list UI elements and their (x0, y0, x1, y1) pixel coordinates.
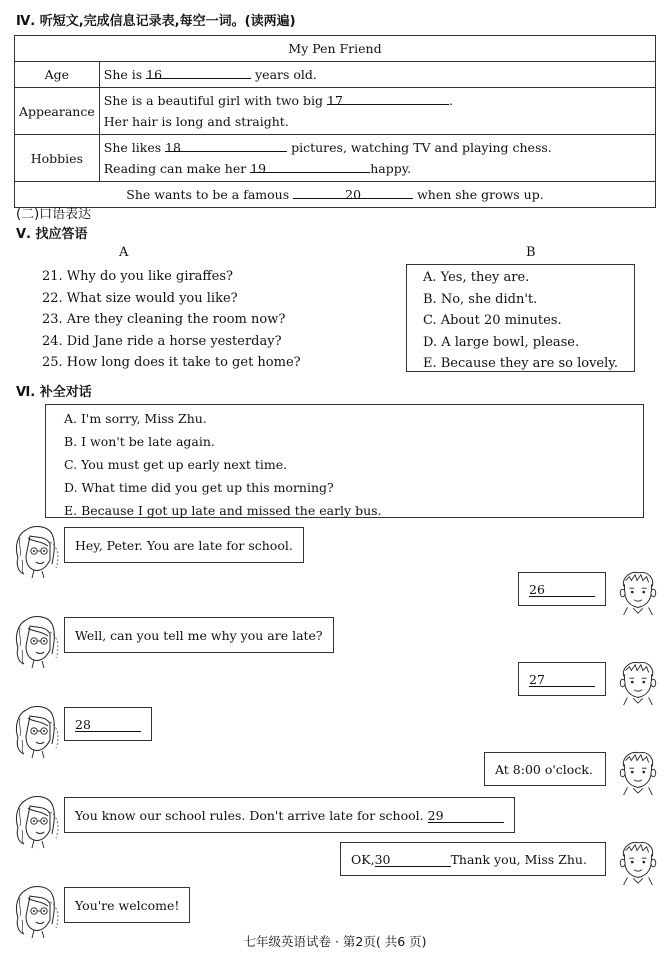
text-part: years old. (251, 67, 317, 82)
dialogue-option: C. You must get up early next time. (64, 457, 288, 472)
answer-box (406, 264, 635, 372)
text-part: happy. (370, 161, 412, 176)
table-heading: My Pen Friend (15, 36, 656, 62)
dialogue-option: E. Because I got up late and missed the early bus. (64, 503, 382, 518)
blank-number: 28 (75, 716, 91, 732)
text-part: She wants to be a famous (126, 187, 294, 202)
blank-number: 17 (327, 93, 343, 108)
speech-bubble-teacher: Well, can you tell me why you are late? (64, 617, 334, 653)
blank-number: 19 (250, 161, 267, 176)
row-content (99, 62, 655, 88)
teacher-avatar (12, 524, 62, 580)
info-table-wrapper (14, 35, 656, 208)
blank-number: 26 (529, 581, 545, 597)
table-row (15, 88, 656, 135)
speech-bubble-peter (518, 662, 606, 696)
options-box (45, 404, 644, 518)
table-footer (15, 182, 656, 208)
blank-number: 20 (345, 187, 362, 202)
teacher-avatar (12, 704, 62, 760)
answer-option: A. Yes, they are. (423, 270, 530, 285)
answer-blank-29[interactable] (428, 808, 504, 823)
row-content (99, 135, 655, 182)
answer-option: C. About 20 minutes. (423, 313, 562, 328)
answer-option: B. No, she didn't. (423, 291, 538, 307)
teacher-avatar (12, 794, 62, 850)
text-part: . (449, 93, 454, 108)
blank-number: 16 (146, 67, 163, 82)
speech-bubble-teacher (64, 707, 152, 741)
answer-blank-26[interactable] (529, 582, 595, 597)
teacher-avatar (12, 614, 62, 670)
question-item: 21. Why do you like giraffes? (42, 269, 234, 284)
question-item: 25. How long does it take to get home? (42, 355, 301, 370)
text-part: Her hair is long and straight. (103, 114, 289, 129)
peter-avatar (614, 658, 662, 708)
text-part: You know our school rules. Don't arrive late for school. (75, 807, 424, 823)
blank-number: 18 (165, 140, 182, 155)
info-table (14, 35, 656, 208)
answer-blank-30[interactable] (375, 852, 451, 867)
column-b-label: B (526, 245, 536, 260)
row-content (99, 88, 655, 135)
blank-number: 27 (529, 671, 545, 687)
oral-heading: (二)口语表达 (16, 207, 92, 222)
question-item: 23. Are they cleaning the room now? (42, 312, 286, 327)
text-part: She likes (103, 140, 166, 155)
text-part: pictures, watching TV and playing chess. (287, 140, 552, 155)
section6-title: Ⅵ. 补全对话 (16, 385, 92, 400)
text-part: when she grows up. (413, 187, 544, 202)
blank-number: 29 (427, 807, 444, 823)
speech-bubble-teacher: You're welcome! (64, 887, 190, 923)
table-row (15, 135, 656, 182)
dialogue-option: B. I won't be late again. (64, 434, 215, 449)
dialogue-option: D. What time did you get up this morning? (64, 480, 334, 495)
column-a-label: A (119, 245, 129, 260)
page-footer: 七年级英语试卷 · 第2页( 共6 页) (243, 934, 427, 949)
speech-bubble-teacher (64, 797, 515, 833)
text-part: OK, (351, 851, 375, 867)
text-part: Reading can make her (103, 161, 251, 176)
answer-blank-17[interactable] (327, 90, 449, 108)
row-label: Age (15, 62, 100, 88)
answer-option: D. A large bowl, please. (423, 334, 580, 350)
answer-blank-27[interactable] (529, 672, 595, 687)
row-label: Hobbies (15, 135, 100, 182)
question-item: 24. Did Jane ride a horse yesterday? (42, 333, 282, 349)
speech-bubble-peter: At 8:00 o'clock. (484, 752, 606, 786)
peter-avatar (614, 748, 662, 798)
row-label: Appearance (15, 88, 100, 135)
section4-title: Ⅳ. 听短文,完成信息记录表,每空一词。(读两遍) (16, 14, 296, 29)
text-part: Thank you, Miss Zhu. (450, 851, 587, 867)
dialogue-option: A. I'm sorry, Miss Zhu. (64, 411, 207, 426)
question-item: 22. What size would you like? (42, 290, 238, 306)
blank-number: 30 (374, 851, 391, 867)
peter-avatar (614, 838, 662, 888)
question-list (42, 266, 301, 374)
answer-blank-28[interactable] (75, 717, 141, 732)
speech-bubble-peter (518, 572, 606, 606)
peter-avatar (614, 568, 662, 618)
answer-blank-18[interactable] (165, 137, 287, 155)
speech-bubble-peter (340, 842, 606, 876)
table-row (15, 62, 656, 88)
answer-blank-20[interactable] (293, 184, 413, 202)
answer-blank-16[interactable] (146, 64, 251, 82)
text-part: She is a beautiful girl with two big (103, 93, 328, 108)
speech-bubble-teacher: Hey, Peter. You are late for school. (64, 527, 304, 563)
table-row (15, 182, 656, 208)
text-part: She is (103, 67, 147, 82)
answer-option: E. Because they are so lovely. (423, 356, 619, 371)
answer-blank-19[interactable] (250, 158, 370, 176)
section5-title: Ⅴ. 找应答语 (16, 227, 88, 242)
